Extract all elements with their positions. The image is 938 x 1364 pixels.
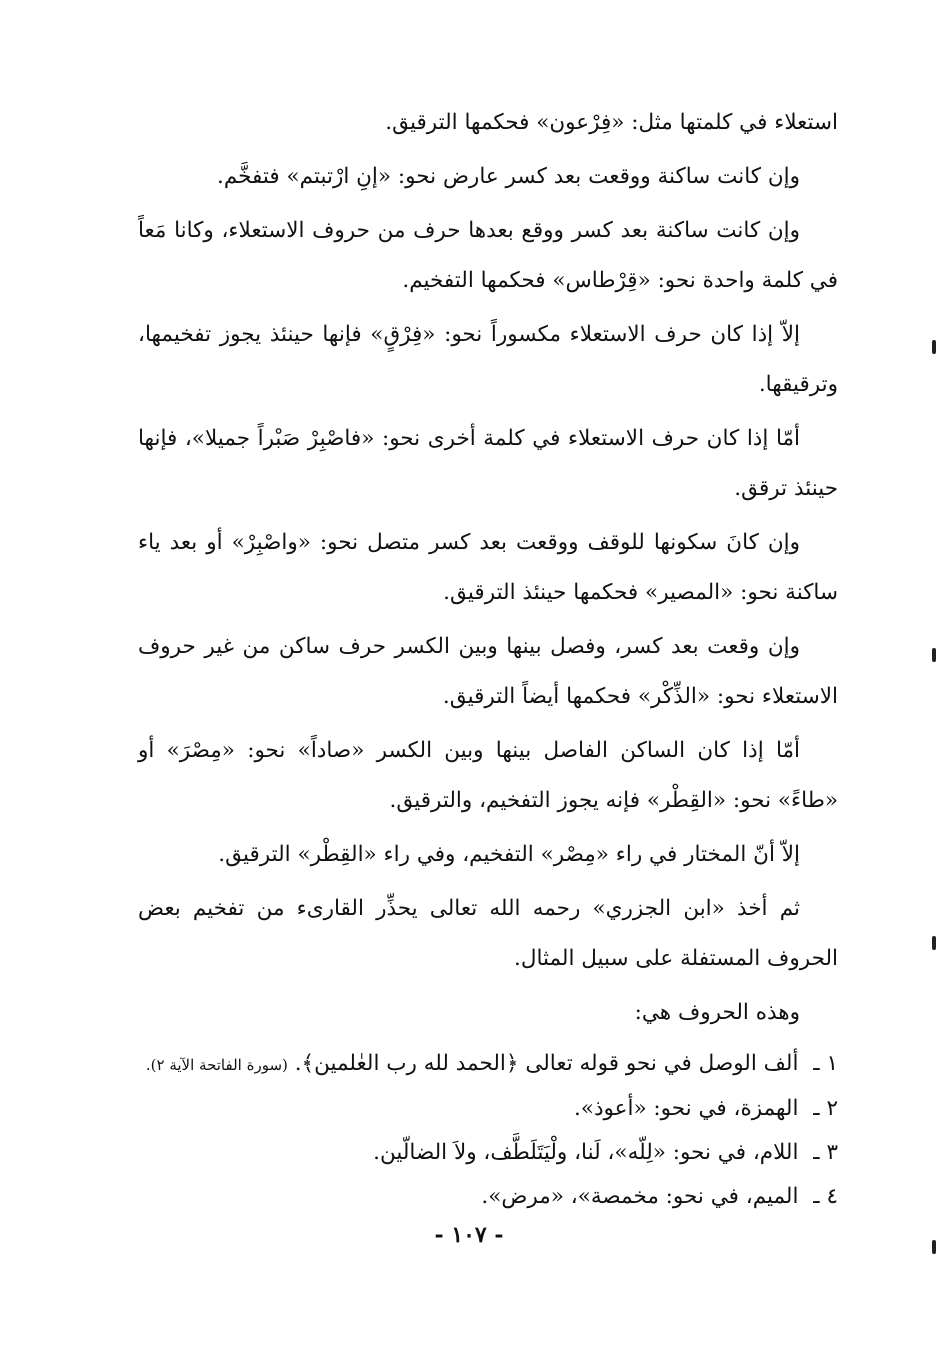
scan-edge-mark <box>932 1240 936 1254</box>
list-item <box>138 1175 838 1219</box>
list-item <box>138 1131 838 1175</box>
paragraph-2: وإن كانت ساكنة ووقعت بعد كسر عارض نحو: «إنِ ارْتبتم» فتفخَّم. <box>217 164 800 189</box>
list-item <box>138 1087 838 1131</box>
list-item-number: ١ ـ <box>813 1051 838 1076</box>
list-item-text: ألف الوصل في نحو قوله تعالى ﴿الحمد لله رب العٰلمين﴾. <box>294 1051 799 1076</box>
paragraph-9: إلاّ أنّ المختار في راء «مِصْر» التفخيم، وفي راء «القِطْر» الترقيق. <box>218 842 800 867</box>
list-item-number: ٢ ـ <box>813 1096 838 1121</box>
list-item-number: ٣ ـ <box>813 1140 838 1165</box>
paragraph-5: أمّا إذا كان حرف الاستعلاء في كلمة أخرى نحو: «فاصْبِرْ صَبْراً جميلا»، فإنها حينئذ ترقق. <box>138 426 838 501</box>
list-item <box>138 1042 838 1087</box>
list-item-text: الهمزة، في نحو: «أعوذ». <box>573 1096 799 1121</box>
page-number: - ١٠٧ - <box>434 1222 504 1248</box>
list-item-note: (سورة الفاتحة الآية ٢). <box>145 1056 288 1074</box>
scan-edge-mark <box>932 936 936 950</box>
scan-edge-mark <box>932 340 936 354</box>
list-item-text: الميم، في نحو: مخمصة»، «مرض». <box>481 1184 799 1209</box>
letters-list <box>138 1042 838 1219</box>
scan-edge-mark <box>932 648 936 662</box>
paragraph-11: وهذه الحروف هي: <box>634 1000 800 1025</box>
paragraph-1: استعلاء في كلمتها مثل: «فِرْعون» فحكمها الترقيق. <box>385 110 838 135</box>
paragraph-3: وإن كانت ساكنة بعد كسر ووقع بعدها حرف من حروف الاستعلاء، وكانا مَعاً في كلمة واحدة نحو: «قِرْطاس» فحكمها التفخيم. <box>138 218 838 293</box>
paragraph-7: وإن وقعت بعد كسر، وفصل بينها وبين الكسر حرف ساكن من غير حروف الاستعلاء نحو: «الذِّكْر» فحكمها أيضاً الترقيق. <box>138 634 838 709</box>
list-item-number: ٤ ـ <box>813 1184 838 1209</box>
paragraph-6: وإن كانَ سكونها للوقف ووقعت بعد كسر متصل نحو: «واصْبِرْ» أو بعد ياء ساكنة نحو: «المصير» فحكمها حينئذ الترقيق. <box>138 530 838 605</box>
page-body <box>138 98 838 1219</box>
paragraph-4: إلاّ إذا كان حرف الاستعلاء مكسوراً نحو: «فِرْقٍ» فإنها حينئذ يجوز تفخيمها، وترقيقها. <box>138 322 838 397</box>
paragraph-10: ثم أخذ «ابن الجزري» رحمه الله تعالى يحذِّر القارىء من تفخيم بعض الحروف المستفلة على سبيل المثال. <box>138 896 838 971</box>
paragraph-8: أمّا إذا كان الساكن الفاصل بينها وبين الكسر «صاداً» نحو: «مِصْرَ» أو «طاءً» نحو: «القِطْر» فإنه يجوز التفخيم، والترقيق. <box>138 738 838 813</box>
list-item-text: اللام، في نحو: «لِلّه»، لَنا، ولْيَتَلَطَّف، ولاَ الضالّين. <box>373 1140 799 1165</box>
